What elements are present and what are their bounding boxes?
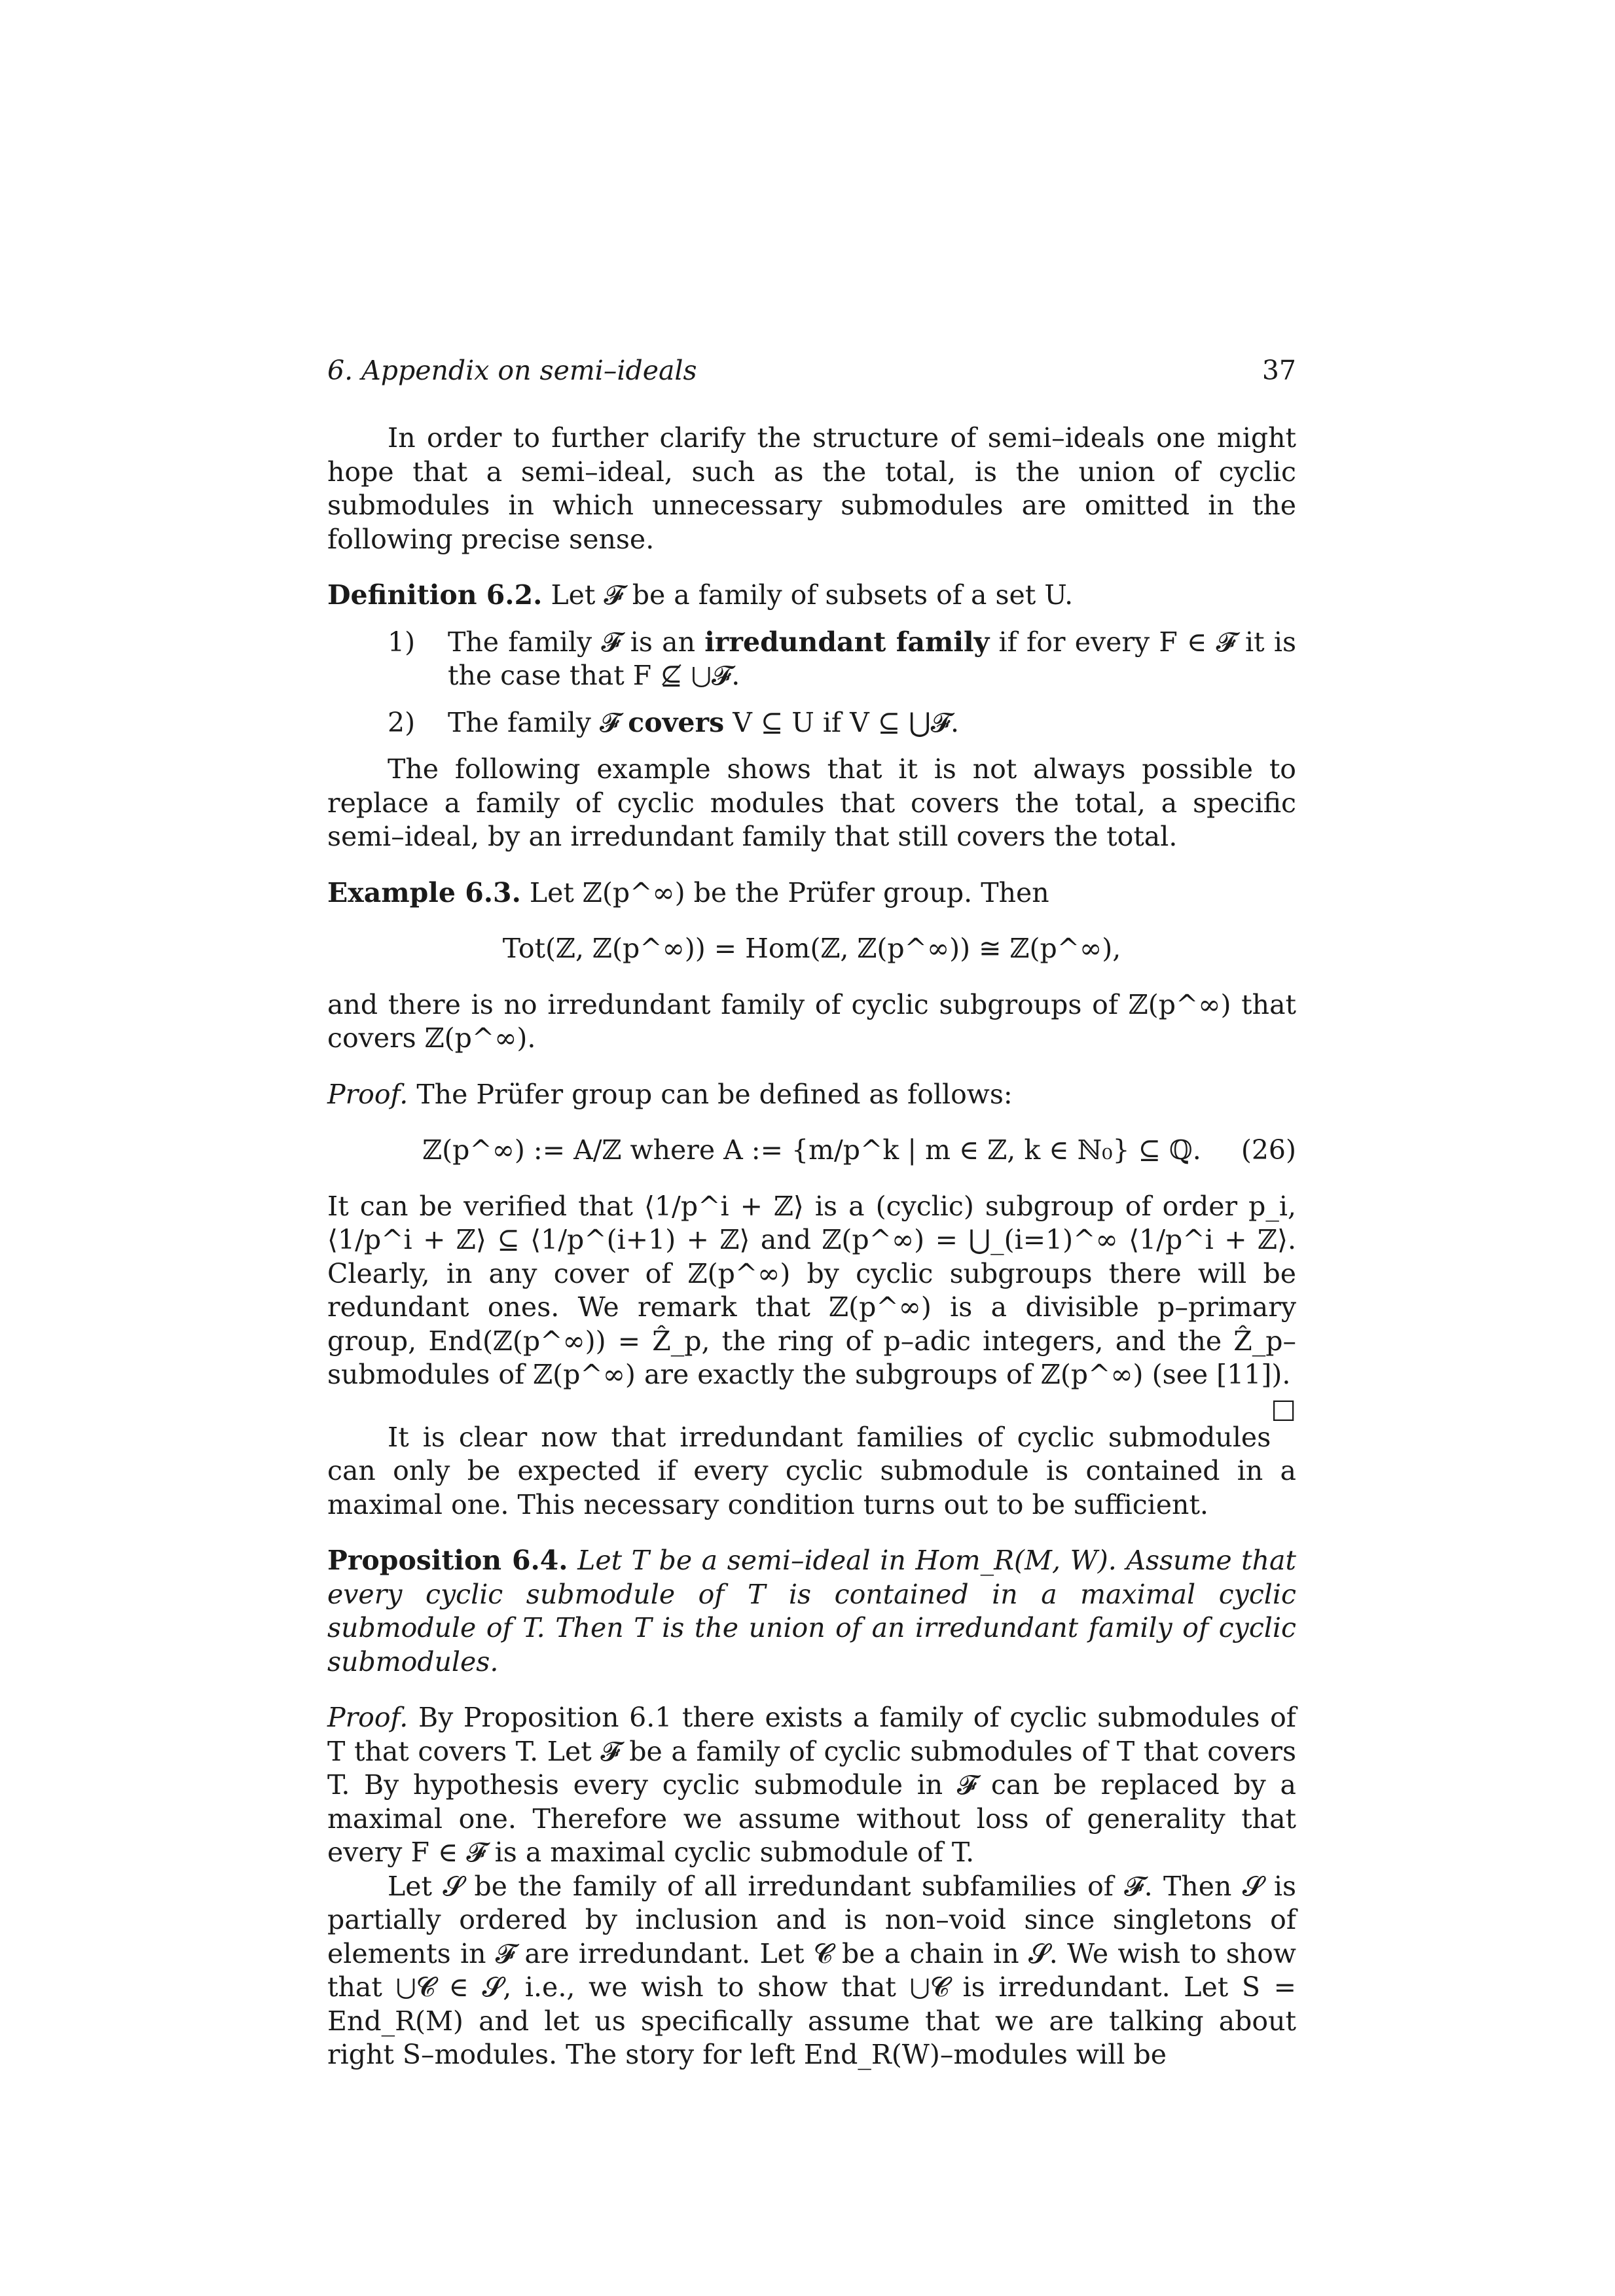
page <box>327 353 1296 2072</box>
example-label: Example 6.3. <box>327 876 521 908</box>
definition-label: Definition 6.2. <box>327 579 543 611</box>
item-body <box>448 706 1296 740</box>
item-text-post: V ⊆ U if V ⊆ ⋃𝓕. <box>724 706 960 738</box>
proof-body-text: It can be verified that ⟨1/p^i + ℤ⟩ is a (cyclic) subgroup of order p_i, ⟨1/p^i + ℤ⟩ ⊆ ⟨1/p^(i+1) + ℤ⟩ and ℤ(p^∞) = ⋃_(i=1)^∞ ⟨1/p^i + ℤ⟩. Clearly, in any cover of ℤ(p^∞) by cyclic subgroups there will be redundant ones. We remark that ℤ(p^∞) is a divisible p–primary group, End(ℤ(p^∞)) = Ẑ_p, the ring of p–adic integers, and the Ẑ_p–submodules of ℤ(p^∞) are exactly the subgroups of ℤ(p^∞) (see [11]). <box>327 1190 1296 1390</box>
proposition-6-4 <box>327 1544 1296 1679</box>
proposition-text: Let T be a semi–ideal in Hom_R(M, W). Assume that every cyclic submodule of T is contained in a maximal cyclic submodule of T. Then T is the union of an irredundant family of cyclic submodules. <box>327 1545 1296 1677</box>
proof-text: The Prüfer group can be defined as follows: <box>416 1078 1013 1110</box>
proof-label: Proof. <box>327 1078 408 1110</box>
item-number: 1) <box>388 626 416 658</box>
example-display-equation: Tot(ℤ, ℤ(p^∞)) = Hom(ℤ, ℤ(p^∞)) ≅ ℤ(p^∞), <box>502 933 1121 964</box>
proof-text: By Proposition 6.1 there exists a family of cyclic submodules of T that covers T. Let 𝓕 be a family of cyclic submodules of T that covers T. By hypothesis every cyclic submodule in 𝓕 can be replaced by a maximal one. Therefore we assume without loss of generality that every F ∈ 𝓕 is a maximal cyclic submodule of T. <box>327 1702 1296 1868</box>
item-text-pre: The family 𝓕 is an <box>448 626 705 658</box>
definition-text: Let 𝓕 be a family of subsets of a set U. <box>551 579 1074 611</box>
equation-body: ℤ(p^∞) := A/ℤ where A := {m/p^k | m ∈ ℤ, k ∈ ℕ₀} ⊆ ℚ. <box>422 1134 1201 1166</box>
proof-1-body <box>327 1190 1296 1424</box>
intro-paragraph: In order to further clarify the structure of semi–ideals one might hope that a semi–ideal, such as the total, is the union of cyclic submodules in which unnecessary submodules are omitted in the following precise sense. <box>327 422 1296 555</box>
definition-6-2 <box>327 579 1296 613</box>
page-number: 37 <box>1261 355 1296 386</box>
example-after: and there is no irredundant family of cyclic subgroups of ℤ(p^∞) that covers ℤ(p^∞). <box>327 988 1296 1054</box>
item-term: irredundant family <box>704 626 990 658</box>
proof-2-paragraph-2: Let 𝓢 be the family of all irredundant subfamilies of 𝓕. Then 𝓢 is partially ordered by inclusion and is non–void since singletons of elements in 𝓕 are irredundant. Let 𝓒 be a chain in 𝓢. We wish to show that ⋃𝓒 ∈ 𝓢, i.e., we wish to show that ⋃𝓒 is irredundant. Let S = End_R(M) and let us specifically assume that we are talking about right S–modules. The story for left End_R(W)–modules will be <box>327 1870 1296 2070</box>
item-text-post: if for every F ∈ 𝓕 it is the case that F ⊈ ⋃𝓕. <box>448 626 1296 691</box>
example-6-3 <box>327 876 1296 910</box>
equation-number: (26) <box>1241 1134 1296 1166</box>
definition-item-1 <box>327 626 1296 693</box>
running-head <box>327 353 1296 393</box>
definition-item-2 <box>327 706 1296 740</box>
clear-paragraph: It is clear now that irredundant families of cyclic submodules can only be expected if every cyclic submodule is contained in a maximal one. This necessary condition turns out to be sufficient. <box>327 1421 1296 1520</box>
example-text: Let ℤ(p^∞) be the Prüfer group. Then <box>529 876 1049 908</box>
item-term: covers <box>628 706 725 738</box>
proof-2 <box>327 1701 1296 1870</box>
item-body <box>448 626 1296 693</box>
proof-label: Proof. <box>327 1702 408 1733</box>
definition-list <box>327 626 1296 740</box>
example-intro-paragraph: The following example shows that it is not always possible to replace a family of cyclic modules that covers the total, a specific semi–ideal, by an irredundant family that still covers the total. <box>327 753 1296 852</box>
section-title: 6. Appendix on semi–ideals <box>327 355 697 386</box>
item-text-pre: The family 𝓕 <box>448 706 628 738</box>
proof-1 <box>327 1078 1296 1112</box>
item-number: 2) <box>388 706 416 738</box>
proposition-label: Proposition 6.4. <box>327 1545 568 1576</box>
qed-symbol: □ <box>1271 1392 1296 1424</box>
equation-26 <box>327 1134 1296 1168</box>
